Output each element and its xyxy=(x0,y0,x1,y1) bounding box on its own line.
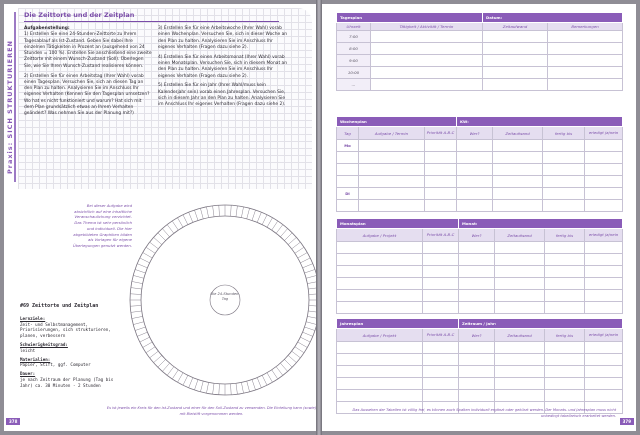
tick-mark xyxy=(172,221,178,230)
col-header: Zeitaufwand xyxy=(495,229,545,242)
tick-mark xyxy=(307,281,316,283)
col-header: Zeitaufwand xyxy=(493,127,543,140)
tick-mark xyxy=(178,218,184,228)
col-header: Tätigkeit / Aktivität / Termin xyxy=(371,23,483,31)
page-heading: Die Zeittorte und der Zeitplan xyxy=(24,11,135,19)
jahresplan-title: Jahresplan xyxy=(337,319,459,329)
tick-mark xyxy=(262,215,267,225)
tick-mark xyxy=(146,247,155,253)
tick-mark xyxy=(143,342,153,348)
tick-mark xyxy=(213,206,214,217)
day-cell: Mo xyxy=(337,140,359,152)
wochenplan-kw-label: KW: xyxy=(457,117,623,127)
task-column-1 xyxy=(24,26,152,121)
tick-mark xyxy=(133,322,144,325)
col-header: Aufgabe / Projekt xyxy=(337,329,423,342)
tick-mark xyxy=(133,275,144,278)
col-header: Zeitaufwand xyxy=(483,23,548,31)
tick-mark xyxy=(183,375,188,385)
tick-mark xyxy=(300,337,310,342)
tick-mark xyxy=(295,247,304,253)
col-header: Wer? xyxy=(459,229,495,242)
tick-mark xyxy=(194,210,198,220)
tick-mark xyxy=(295,347,304,353)
tagesplan-title: Tagesplan xyxy=(337,13,483,23)
tick-mark xyxy=(280,229,287,237)
tick-mark xyxy=(130,305,141,306)
tick-mark xyxy=(230,384,231,395)
info-materials: Materialien: Papier, Stift, ggf. Computer xyxy=(20,356,91,368)
col-header: Priorität A-B-C xyxy=(425,127,457,140)
tick-mark xyxy=(230,205,231,216)
info-difficulty: Schwierigkeitsgrad: leicht xyxy=(20,341,68,353)
col-header: Aufgabe / Projekt xyxy=(337,229,423,242)
tick-mark xyxy=(276,225,283,234)
tick-mark xyxy=(178,373,184,383)
tick-mark xyxy=(137,332,147,336)
tick-mark xyxy=(284,359,292,367)
col-header: Priorität A-B-C xyxy=(423,229,459,242)
col-header: Aufgabe / Termin xyxy=(359,127,425,140)
page-number-left: 378 xyxy=(6,418,20,425)
tick-mark xyxy=(135,327,145,331)
tick-mark xyxy=(172,370,178,379)
time-cell: 8:00 xyxy=(337,43,371,55)
tick-mark xyxy=(306,275,316,278)
24-hour-pie-template xyxy=(116,197,316,415)
tagesplan-table xyxy=(336,12,623,91)
tick-mark xyxy=(247,208,250,219)
tick-mark xyxy=(298,253,308,259)
tick-mark xyxy=(167,225,174,234)
monatsplan-month-label: Monat: xyxy=(459,219,623,229)
tick-mark xyxy=(162,363,169,371)
side-note: Bei dieser Aufgabe wird absichtlich auf eine inhaltliche Veranschaulichung verzichtet. Das Thema ist sehr persönlich und individuell. Die hier abgebildeten Graphiken bilden als Vorlagen für eigene Überlegungen genutzt werden. xyxy=(72,203,132,248)
tick-mark xyxy=(300,258,310,263)
jahresplan-range-label: Zeitraum / Jahr: xyxy=(459,319,623,329)
tick-mark xyxy=(135,269,145,273)
col-header: Zeitaufwand xyxy=(495,329,545,342)
time-cell: ... xyxy=(337,79,371,91)
tick-mark xyxy=(132,316,143,318)
tick-mark xyxy=(303,332,313,336)
time-cell: 9:00 xyxy=(337,55,371,67)
info-learning-goals: Lernziele: Zeit- und Selbstmanagement, Priorisierungen, sich strukturieren, planen, verbessern xyxy=(20,315,111,339)
tick-mark xyxy=(132,281,143,283)
tick-mark xyxy=(213,383,214,394)
col-header: Bemerkungen xyxy=(548,23,623,31)
tick-mark xyxy=(298,342,308,348)
tick-mark xyxy=(305,269,315,273)
wochenplan-table xyxy=(336,116,623,212)
tick-mark xyxy=(158,359,166,367)
tick-mark xyxy=(158,233,166,241)
tick-mark xyxy=(288,237,296,244)
tick-mark xyxy=(241,382,243,393)
task-column-2 xyxy=(158,26,290,112)
tick-mark xyxy=(292,351,301,358)
tick-mark xyxy=(272,221,278,230)
center-label: Die 24-Stunden-Tag xyxy=(210,292,240,301)
tick-mark xyxy=(284,233,292,241)
tick-mark xyxy=(200,208,203,219)
tick-mark xyxy=(167,367,174,376)
tick-mark xyxy=(206,207,208,218)
tick-mark xyxy=(280,363,287,371)
tick-mark xyxy=(306,322,316,325)
day-cell: Di xyxy=(337,188,359,200)
tick-mark xyxy=(252,380,256,390)
tick-mark xyxy=(305,327,315,331)
right-page xyxy=(322,4,636,431)
monatsplan-title: Monatsplan xyxy=(337,219,459,229)
monatsplan-table xyxy=(336,218,623,314)
tick-mark xyxy=(219,384,220,395)
time-cell: 7:00 xyxy=(337,31,371,43)
tick-mark xyxy=(131,288,142,289)
tick-mark xyxy=(267,218,273,228)
tick-mark xyxy=(140,258,150,263)
tick-mark xyxy=(272,370,278,379)
tick-mark xyxy=(206,382,208,393)
col-header: Priorität A-B-C xyxy=(423,329,459,342)
task-2: 2) Erstellen Sie für einen Arbeitstag (Ihrer Wahl) vorab einen Tagesplan. Versuchen Sie, sich an diesen Tag an den Plan zu halten. Analysieren Sie im Anschluss Ihr eigenes Verhalten (Kennen Sie den Tagesplan umsetzen? Wo hat es nicht funktioniert und warum? Hat sich mit dem Plan grundsätzlich etwas an Ihrem Verhalten geändert? Was nehmen Sie aus der Planung mit?) xyxy=(24,73,150,117)
tick-mark xyxy=(309,294,316,295)
tick-mark xyxy=(247,381,250,392)
tick-mark xyxy=(194,380,198,390)
col-header: fertig bis xyxy=(545,229,585,242)
jahresplan-table xyxy=(336,318,623,414)
tick-mark xyxy=(130,294,141,295)
col-header: Wer? xyxy=(459,329,495,342)
tick-mark xyxy=(236,206,237,217)
heading-rule xyxy=(24,21,279,22)
tick-mark xyxy=(150,242,159,249)
col-header: fertig bis xyxy=(543,127,585,140)
tick-mark xyxy=(307,316,316,318)
tick-mark xyxy=(308,311,316,312)
tick-mark xyxy=(131,311,142,312)
task-3: 3) Erstellen Sie für eine Arbeitswoche (Ihrer Wahl) vorab einen Wochenplan. Versuchen Sie, sich in dieser Woche an den Plan zu halten. Analysieren Sie im Anschluss Ihr eigenes Verhalten (Fragen dazu siehe 2). xyxy=(158,26,288,50)
tick-mark xyxy=(189,212,193,222)
tagesplan-date-label: Datum: xyxy=(483,13,623,23)
task-5: 5) Erstellen Sie für ein Jahr (Ihrer Wahl/muss kein Kalenderjahr sein) vorab einen Jahresplan. Versuchen Sie, sich in diesem Jahr an den Plan zu halten. Analysieren Sie im Anschluss Ihr eigenes Verhalten (Fragen dazu siehe 2). xyxy=(158,83,286,108)
tick-mark xyxy=(154,355,162,362)
tick-mark xyxy=(162,229,169,237)
tick-mark xyxy=(219,205,220,216)
info-duration: Dauer: je nach Zeitraum der Planung (Tag bis Jahr) ca. 30 Minuten - 2 Stunden xyxy=(20,371,114,388)
exercise-info-box xyxy=(20,304,116,392)
col-header: Wer? xyxy=(457,127,493,140)
tick-mark xyxy=(154,237,162,244)
tick-mark xyxy=(303,264,313,268)
tick-mark xyxy=(252,210,256,220)
tick-mark xyxy=(183,215,188,225)
col-header: erledigt ja/nein xyxy=(585,229,623,242)
tick-mark xyxy=(257,378,261,388)
tick-mark xyxy=(236,383,237,394)
tick-mark xyxy=(140,337,150,342)
side-tab: Praxis: SICH STRUKTURIEREN xyxy=(6,40,14,174)
tick-mark xyxy=(257,212,261,222)
tick-mark xyxy=(309,305,316,306)
page-number-right: 379 xyxy=(620,418,634,425)
tick-mark xyxy=(276,367,283,376)
tick-mark xyxy=(241,207,243,218)
task-4: 4) Erstellen Sie für einen Arbeitsmonat (Ihrer Wahl) vorab einen Monatsplan. Versuchen Sie, sich in diesem Monat an den Plan zu halten. Analysieren Sie im Anschluss Ihr eigenes Verhalten (Fragen dazu siehe 2). xyxy=(158,54,288,79)
tick-mark xyxy=(189,378,193,388)
tick-mark xyxy=(137,264,147,268)
time-cell: 10:00 xyxy=(337,67,371,79)
tick-mark xyxy=(150,351,159,358)
tick-mark xyxy=(200,381,203,392)
col-header: erledigt ja/nein xyxy=(585,127,623,140)
col-header: erledigt ja/nein xyxy=(585,329,623,342)
tick-mark xyxy=(262,375,267,385)
tick-mark xyxy=(292,242,301,249)
task-1: Aufgabenstellung: 1) Erstellen Sie eine 24-Stunden-Zeittorte zu Ihrem Tagesablauf als Ist-Zustand. Geben Sie dabei Ihre einzelnen Tätigkeiten in Prozent an (ausgehend von 24 Stunden = 100 %). Erstellen Sie anschließend eine zweite Zeittorte mit einem Wunsch-Zustand (Soll). Überlegen Sie, wie Sie Ihren Wunsch-Zustand realisieren können. xyxy=(24,26,152,69)
tick-mark xyxy=(143,253,153,259)
tick-mark xyxy=(308,288,316,289)
tick-mark xyxy=(267,373,273,383)
col-header: fertig bis xyxy=(545,329,585,342)
tick-mark xyxy=(288,355,296,362)
left-page xyxy=(4,4,316,431)
pie-caption: Es ist jeweils ein Kreis für den Ist-Zustand und einer für den Soll-Zustand zu verwenden. Die Einteilung kann (sowie) mit Bleistift vorgenommen werden. xyxy=(106,406,316,416)
tables-caption: Das Aussehen der Tabellen ist völlig frei, es können auch Spalten individuell ergänzt oder gekürzt werden. Der Monats- und Jahresplan muss nicht unbedingt tabellarisch erarbeitet werden. xyxy=(352,408,616,418)
tick-mark xyxy=(146,347,155,353)
exercise-title: #69 Zeittorte und Zeitplan xyxy=(20,303,99,309)
col-header: Uhrzeit xyxy=(337,23,371,31)
wochenplan-title: Wochenplan xyxy=(337,117,457,127)
col-header: Tag xyxy=(337,127,359,140)
